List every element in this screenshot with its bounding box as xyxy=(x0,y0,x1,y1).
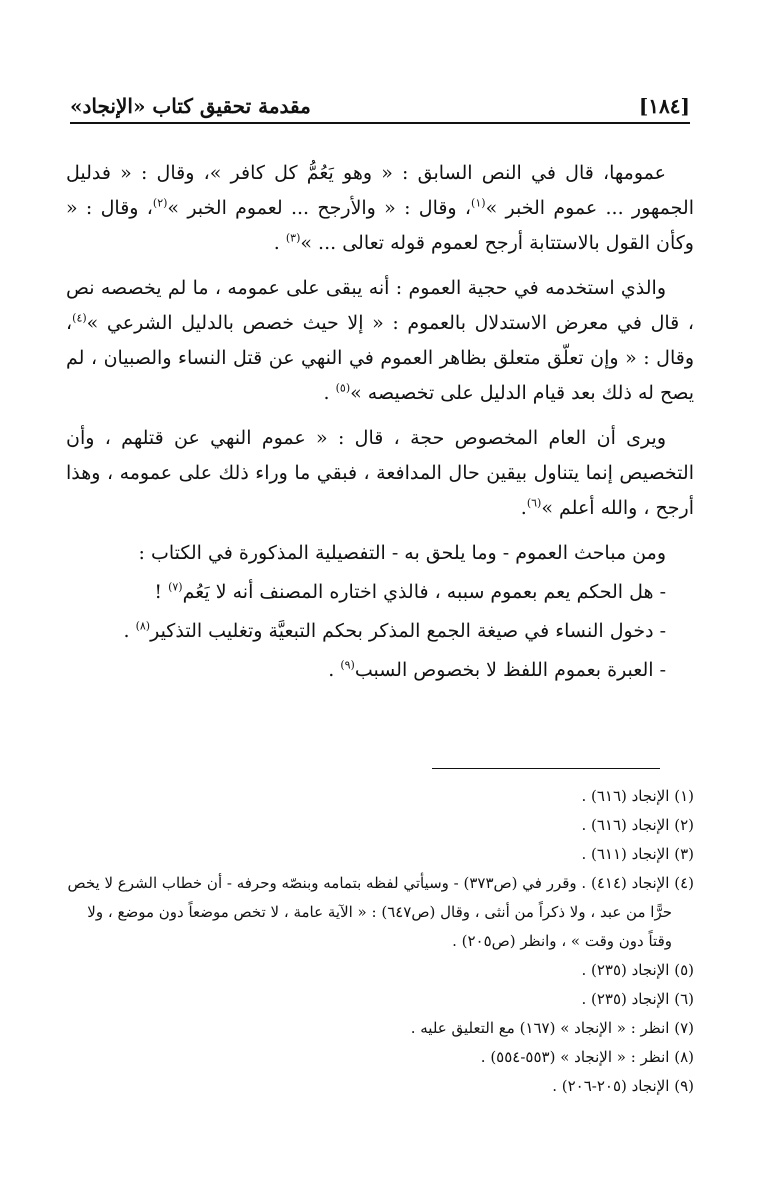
footnote-6: (٦) الإنجاد (٢٣٥) . xyxy=(581,990,694,1008)
list-item-tail: ! xyxy=(154,581,169,603)
paragraph-text: ، وقال : « وإن تعلّق متعلق بظاهر العموم في النهي عن قتل النساء والصبيان ، لم يصح له ذلك بعد قيام الدليل على تخصيصه » xyxy=(66,312,694,404)
paragraph-text: . xyxy=(273,232,286,254)
list-item-text: - دخول النساء في صيغة الجمع المذكر بحكم التبعيَّة وتغليب التذكير xyxy=(150,620,666,642)
footnote-ref-3[interactable]: (٣) xyxy=(285,231,301,245)
footnote-1: (١) الإنجاد (٦١٦) . xyxy=(581,787,694,805)
footnote-ref-5[interactable]: (٥) xyxy=(335,381,351,395)
paragraph-text: . xyxy=(520,497,527,519)
footnote-4: (٤) الإنجاد (٤١٤) . وقرر في (ص٣٧٣) - وسيأتي لفظه بتمامه وبنصّه وحرفه - أن خطاب الشرع لا يخص xyxy=(67,874,694,892)
list-item-tail: . xyxy=(328,659,341,681)
footnote-4-continuation: حرًّا من عبد ، ولا ذكراً من أنثى ، وقال (ص٦٤٧) : « الآية عامة ، لا تخص موضعاً دون موضع ، ولا xyxy=(87,903,672,921)
list-item xyxy=(66,653,666,688)
footnote-5: (٥) الإنجاد (٢٣٥) . xyxy=(581,961,694,979)
footnote-9: (٩) الإنجاد (٢٠٥-٢٠٦) . xyxy=(552,1077,694,1095)
footnote-4-continuation: وقتاً دون وقت » ، وانظر (ص٢٠٥) . xyxy=(452,932,672,950)
paragraph-text: والذي استخدمه في حجية العموم : أنه يبقى على عمومه ، ما لم يخصصه نص ، قال في معرض الاستدلال بالعموم : « إلا حيث خصص بالدليل الشرعي » xyxy=(66,277,694,334)
list-item xyxy=(66,614,666,649)
paragraph-text: ويرى أن العام المخصوص حجة ، قال : « عموم النهي عن قتلهم ، وأن التخصيص إنما يتناول بيقين حال المدافعة ، فبقي ما وراء ذلك على عمومه ، وهذا أرجح ، والله أعلم » xyxy=(66,427,694,519)
footnote-ref-8[interactable]: (٨) xyxy=(135,619,151,633)
list-item-tail: . xyxy=(123,620,136,642)
footnote-7: (٧) انظر : « الإنجاد » (١٦٧) مع التعليق عليه . xyxy=(410,1019,694,1037)
footnote-3: (٣) الإنجاد (٦١١) . xyxy=(581,845,694,863)
main-text xyxy=(66,156,694,692)
running-title: مقدمة تحقيق كتاب «الإنجاد» xyxy=(70,94,311,118)
footnote-8: (٨) انظر : « الإنجاد » (٥٥٣-٥٥٤) . xyxy=(480,1048,694,1066)
topics-list xyxy=(66,536,666,688)
page-number: [١٨٤] xyxy=(638,94,690,118)
footnote-ref-4[interactable]: (٤) xyxy=(72,311,87,325)
footnote-ref-7[interactable]: (٧) xyxy=(168,580,183,594)
list-item-text: - العبرة بعموم اللفظ لا بخصوص السبب xyxy=(354,659,666,681)
paragraph-text: ، وقال : « وكأن القول بالاستتابة أرجح لعموم قوله تعالى ... » xyxy=(66,197,694,254)
footnote-ref-2[interactable]: (٢) xyxy=(152,196,168,210)
paragraph-3 xyxy=(66,421,694,526)
paragraph-text: . xyxy=(323,382,336,404)
footnote-ref-1[interactable]: (١) xyxy=(471,196,486,210)
footnote-2: (٢) الإنجاد (٦١٦) . xyxy=(581,816,694,834)
list-intro: ومن مباحث العموم - وما يلحق به - التفصيلية المذكورة في الكتاب : xyxy=(138,542,666,564)
list-item-text: - هل الحكم يعم بعموم سببه ، فالذي اختاره المصنف أنه لا يَعُم xyxy=(182,581,666,603)
footnotes xyxy=(66,782,694,1101)
page-header xyxy=(70,84,690,124)
paragraph-1 xyxy=(66,156,694,261)
paragraph-text: ، وقال : « والأرجح ... لعموم الخبر » xyxy=(167,197,472,219)
footnote-ref-6[interactable]: (٦) xyxy=(526,496,542,510)
paragraph-text: عمومها، قال في النص السابق : « وهو يَعُمُّ كل كافر »، وقال : « فدليل الجمهور ... عموم الخبر » xyxy=(66,162,694,219)
footnote-divider xyxy=(432,768,660,769)
list-item xyxy=(66,575,666,610)
footnote-ref-9[interactable]: (٩) xyxy=(340,658,355,672)
paragraph-2 xyxy=(66,271,694,411)
